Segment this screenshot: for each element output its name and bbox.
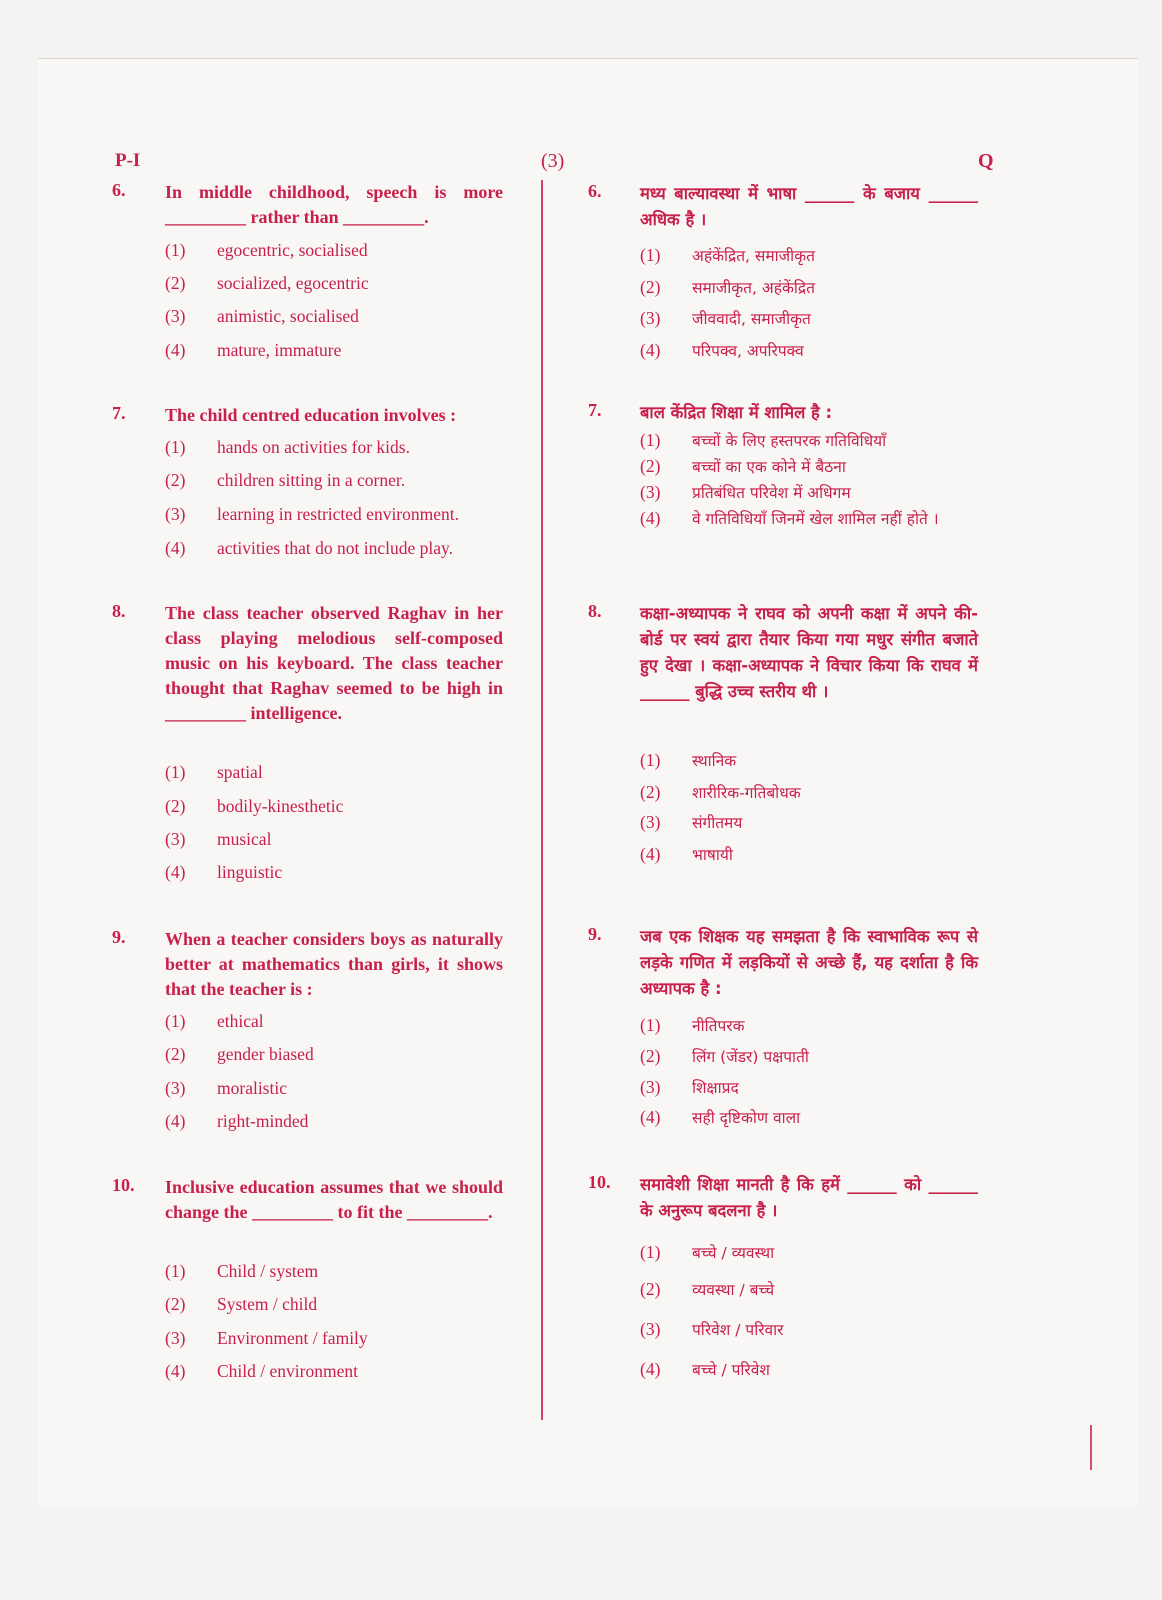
english-option <box>165 504 459 525</box>
english-option <box>165 340 341 361</box>
option-text: परिवेश / परिवार <box>692 1321 784 1339</box>
option-number: (3) <box>165 829 186 849</box>
option-number: (2) <box>165 1294 186 1314</box>
option-text: learning in restricted environment. <box>217 504 460 524</box>
option-number: (3) <box>640 308 661 328</box>
hindi-question-number: 9. <box>588 924 602 944</box>
option-number: (1) <box>165 762 186 782</box>
option-number: (2) <box>640 456 661 476</box>
english-option <box>165 1011 264 1032</box>
option-text: socialized, egocentric <box>217 273 369 293</box>
hindi-option <box>640 781 801 803</box>
english-question-number: 9. <box>112 927 126 947</box>
hindi-question-stem: कक्षा-अध्यापक ने राघव को अपनी कक्षा में अपने की-बोर्ड पर स्वयं द्वारा तैयार किया गया मधुर संगीत बजाते हुए देखा । कक्षा-अध्यापक ने विचार किया कि राघव में ______ बुद्धि उच्च स्तरीय थी । <box>640 604 978 701</box>
option-number: (1) <box>165 1261 186 1281</box>
column-divider <box>541 180 543 1420</box>
option-number: (4) <box>165 862 186 882</box>
option-text: शिक्षाप्रद <box>692 1079 739 1097</box>
option-text: नीतिपरक <box>692 1017 745 1035</box>
hindi-option <box>640 307 811 329</box>
option-number: (2) <box>165 1044 186 1064</box>
option-number: (2) <box>165 273 186 293</box>
option-text: वे गतिविधियाँ जिनमें खेल शामिल नहीं होते । <box>692 510 939 528</box>
option-number: (1) <box>640 750 661 770</box>
option-number: (4) <box>165 538 186 558</box>
hindi-option <box>640 1358 770 1380</box>
option-text: linguistic <box>217 862 283 882</box>
option-number: (3) <box>165 504 186 524</box>
option-number: (2) <box>165 796 186 816</box>
option-text: ethical <box>217 1011 264 1031</box>
option-text: Environment / family <box>217 1328 368 1348</box>
option-text: परिपक्व, अपरिपक्व <box>692 342 804 360</box>
option-text: spatial <box>217 762 263 782</box>
option-number: (2) <box>165 470 186 490</box>
english-question-number: 7. <box>112 403 126 423</box>
english-option <box>165 437 410 458</box>
english-option <box>165 538 453 559</box>
english-question-stem: When a teacher considers boys as naturally better at mathematics than girls, it shows that the teacher is : <box>165 929 503 999</box>
option-number: (1) <box>165 437 186 457</box>
english-option <box>165 796 343 817</box>
option-number: (4) <box>165 1111 186 1131</box>
option-text: bodily-kinesthetic <box>217 796 344 816</box>
option-text: स्थानिक <box>692 752 737 770</box>
hindi-option <box>640 1014 745 1036</box>
english-option <box>165 1111 308 1132</box>
option-number: (3) <box>165 306 186 326</box>
option-number: (1) <box>165 1011 186 1031</box>
option-text: children sitting in a corner. <box>217 470 406 490</box>
option-number: (2) <box>640 782 661 802</box>
option-number: (3) <box>640 812 661 832</box>
hindi-option <box>640 429 886 451</box>
option-number: (4) <box>640 340 661 360</box>
hindi-question-number: 6. <box>588 181 602 201</box>
option-text: right-minded <box>217 1111 309 1131</box>
hindi-question-stem: समावेशी शिक्षा मानती है कि हमें ______ को ______ के अनुरूप बदलना है । <box>640 1175 978 1220</box>
english-option <box>165 862 282 883</box>
option-number: (4) <box>165 1361 186 1381</box>
english-option <box>165 1294 317 1315</box>
hindi-option <box>640 843 733 865</box>
hindi-option <box>640 811 742 833</box>
option-text: लिंग (जेंडर) पक्षपाती <box>692 1048 809 1066</box>
option-text: सही दृष्टिकोण वाला <box>692 1109 801 1127</box>
option-number: (4) <box>640 508 661 528</box>
english-question-number: 6. <box>112 180 126 200</box>
hindi-option <box>640 749 736 771</box>
option-number: (2) <box>640 1279 661 1299</box>
option-number: (3) <box>640 1319 661 1339</box>
option-number: (3) <box>165 1078 186 1098</box>
hindi-question-stem: बाल केंद्रित शिक्षा में शामिल है : <box>640 403 833 422</box>
option-text: व्यवस्था / बच्चे <box>692 1281 775 1299</box>
english-option <box>165 1261 318 1282</box>
option-text: प्रतिबंधित परिवेश में अधिगम <box>692 484 851 502</box>
hindi-option <box>640 244 815 266</box>
english-option <box>165 470 405 491</box>
option-text: animistic, socialised <box>217 306 359 326</box>
option-number: (3) <box>640 1077 661 1097</box>
hindi-option <box>640 507 939 529</box>
option-text: gender biased <box>217 1044 314 1064</box>
option-text: जीववादी, समाजीकृत <box>692 310 811 328</box>
option-number: (4) <box>640 1359 661 1379</box>
hindi-question-number: 10. <box>588 1172 611 1192</box>
english-option <box>165 240 368 261</box>
option-text: moralistic <box>217 1078 287 1098</box>
margin-mark <box>1090 1425 1092 1470</box>
english-option <box>165 1044 314 1065</box>
option-text: Child / environment <box>217 1361 358 1381</box>
hindi-option <box>640 481 851 503</box>
english-option <box>165 1078 287 1099</box>
page-number: (3) <box>541 150 565 172</box>
option-text: mature, immature <box>217 340 342 360</box>
hindi-option <box>640 1106 800 1128</box>
english-question-stem: The class teacher observed Raghav in her class playing melodious self-composed music on his keyboard. The class teacher thought that Raghav seemed to be high in _________ intelligence. <box>165 603 503 723</box>
english-option <box>165 829 271 850</box>
option-text: hands on activities for kids. <box>217 437 410 457</box>
option-number: (1) <box>640 430 661 450</box>
option-text: बच्चे / व्यवस्था <box>692 1244 775 1262</box>
option-text: egocentric, socialised <box>217 240 368 260</box>
hindi-option <box>640 1241 774 1263</box>
english-option <box>165 273 369 294</box>
hindi-option <box>640 339 804 361</box>
hindi-question-number: 8. <box>588 601 602 621</box>
english-option <box>165 762 263 783</box>
english-question-stem: In middle childhood, speech is more _________ rather than _________. <box>165 182 503 227</box>
paper-code: P-I <box>115 150 141 171</box>
option-text: अहंकेंद्रित, समाजीकृत <box>692 247 815 265</box>
option-number: (3) <box>165 1328 186 1348</box>
option-number: (4) <box>640 1107 661 1127</box>
option-text: Child / system <box>217 1261 319 1281</box>
english-question-stem: Inclusive education assumes that we should change the _________ to fit the _________. <box>165 1177 503 1222</box>
hindi-option <box>640 1076 739 1098</box>
option-text: शारीरिक-गतिबोधक <box>692 784 801 802</box>
english-option <box>165 306 359 327</box>
option-text: बच्चों के लिए हस्तपरक गतिविधियाँ <box>692 432 887 450</box>
option-number: (1) <box>640 1015 661 1035</box>
option-number: (2) <box>640 277 661 297</box>
option-number: (1) <box>640 1242 661 1262</box>
option-text: भाषायी <box>692 846 733 864</box>
english-question-stem: The child centred education involves : <box>165 405 457 425</box>
english-option <box>165 1361 358 1382</box>
hindi-option <box>640 1318 784 1340</box>
option-text: musical <box>217 829 272 849</box>
option-text: समाजीकृत, अहंकेंद्रित <box>692 279 815 297</box>
option-text: बच्चों का एक कोने में बैठना <box>692 458 846 476</box>
option-number: (1) <box>640 245 661 265</box>
option-number: (3) <box>640 482 661 502</box>
option-number: (1) <box>165 240 186 260</box>
english-option <box>165 1328 368 1349</box>
hindi-option <box>640 1045 809 1067</box>
hindi-question-stem: मध्य बाल्यावस्था में भाषा ______ के बजाय ______ अधिक है । <box>640 184 978 229</box>
hindi-question-number: 7. <box>588 400 602 420</box>
hindi-question-stem: जब एक शिक्षक यह समझता है कि स्वाभाविक रूप से लड़के गणित में लड़कियों से अच्छे हैं, यह दर्शाता है कि अध्यापक है : <box>640 927 978 998</box>
option-text: संगीतमय <box>692 814 743 832</box>
hindi-option <box>640 276 815 298</box>
english-question-number: 10. <box>112 1175 135 1195</box>
option-text: activities that do not include play. <box>217 538 454 558</box>
option-number: (4) <box>640 844 661 864</box>
hindi-option <box>640 455 846 477</box>
english-question-number: 8. <box>112 601 126 621</box>
option-text: बच्चे / परिवेश <box>692 1361 770 1379</box>
booklet-series: Q <box>978 150 994 172</box>
hindi-option <box>640 1278 774 1300</box>
option-number: (2) <box>640 1046 661 1066</box>
option-text: System / child <box>217 1294 318 1314</box>
option-number: (4) <box>165 340 186 360</box>
